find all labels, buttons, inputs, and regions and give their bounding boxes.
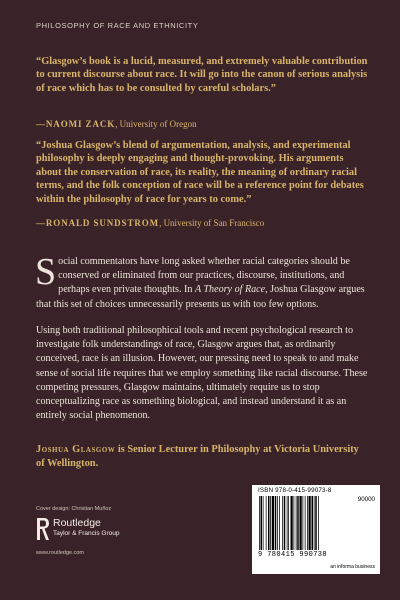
barcode-bar [303,496,304,550]
author-name: Joshua Glasgow [36,444,116,455]
barcode-number: 9 780415 990738 [258,551,328,559]
barcode-bar [294,496,295,550]
barcode-bar [266,496,267,550]
barcode-bars [258,496,338,550]
publisher-url: www.routledge.com [36,550,84,556]
barcode-bar [288,496,289,550]
informa-tagline: an informa business [330,564,375,570]
endorser-affiliation-2: University of San Francisco [163,218,265,228]
barcode-bar [314,496,315,550]
barcode-bar [318,496,319,550]
author-bio [36,443,368,471]
barcode-bar [309,496,311,550]
description-p1-end: Joshua Glasgow argues that this set of choices unnecessarily presents us with too few options. [36,284,365,310]
cover-credit: Cover design: Christian Muñoz [36,506,112,512]
price-code: 90000 [357,496,375,503]
author-bio-text: is Senior Lecturer in Philosophy at Victoria University of Wellington. [36,444,359,469]
barcode-bar [296,496,297,550]
endorsement-attribution-1: —NAOMI ZACK, University of Oregon [36,119,197,129]
series-title: PHILOSOPHY OF RACE AND ETHNICITY [36,21,199,30]
endorser-name-1: —NAOMI ZACK [36,119,116,129]
barcode-bar [277,496,278,550]
publisher-group: Taylor & Francis Group [53,530,120,537]
endorsement-quote-1: “Glasgow’s book is a lucid, measured, and extremely valuable contribution to current discourse about race. It will go into the canon of serious analysis of race which has to be consulted by careful scholars.” [36,56,368,94]
barcode-bar [261,496,263,550]
barcode-bar [268,496,270,550]
endorser-name-2: —RONALD SUNDSTROM [36,218,160,228]
endorser-affiliation-1: University of Oregon [119,119,197,129]
barcode-bar [282,496,283,550]
barcode-bar [307,496,308,550]
barcode-bar [315,496,317,550]
description-paragraph-2: Using both traditional philosophical tools and recent psychological research to investigate folk understandings of race, Glasgow argues that, as ordinarily conceived, race is an illusion. However, our pressing need to speak to and make sense of social life requires that we employ something like racial discourse. These competing pressures, Glasgow maintains, ultimately require us to stop conceptualizing race as something biological, and instead understand it as an entirely social phenomenon. [36,325,368,422]
barcode-panel [252,485,380,574]
barcode-bar [270,496,271,550]
barcode-bar [284,496,286,550]
drop-cap: S [35,251,57,293]
barcode-bar [259,496,260,550]
publisher-name: Routledge [53,517,101,529]
endorsement-attribution-2: —RONALD SUNDSTROM, University of San Francisco [36,218,265,228]
barcode-bar [275,496,277,550]
book-title: A Theory of Race, [194,284,268,296]
barcode-bar [297,496,299,550]
barcode-bar [305,496,306,550]
barcode-bar [279,496,280,550]
routledge-r-icon [36,517,50,541]
barcode-bar [272,496,274,550]
description-paragraph-1 [35,251,368,312]
isbn-text: ISBN 978-0-415-99073-8 [258,487,332,494]
endorsement-quote-2: “Joshua Glasgow’s blend of argumentation, analysis, and experimental philosophy is deeply engaging and thought-provoking. His arguments about the conservation of race, its reality, the meaning of ordinary racial terms, and the folk conception of race will be a reference point for debates within the philosophy of race for years to come.” [36,140,364,205]
barcode-bar [291,496,293,550]
barcode-bar [263,496,264,550]
barcode-bar [300,496,302,550]
barcode-bar [312,496,314,550]
publisher-logo [36,517,146,549]
description-p1-start: ocial commentators have long asked whether racial categories should be conserved or eliminated from our practices, discourse, institutions, and perhaps even private thoughts. In [58,256,350,296]
barcode-bar [287,496,288,550]
